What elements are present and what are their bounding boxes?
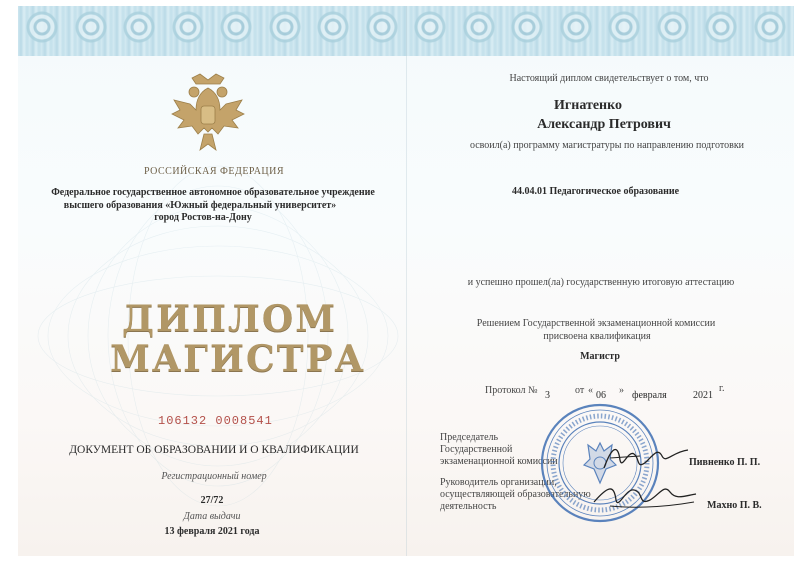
head-name: Махно П. В.	[707, 500, 762, 511]
passed-text: и успешно прошел(ла) государственную итоговую аттестацию	[467, 277, 735, 288]
chair-name: Пивненко П. П.	[689, 457, 761, 468]
qualification: Магистр	[580, 351, 620, 362]
year-suffix: г.	[719, 383, 725, 394]
diploma-title: ДИПЛОМ	[122, 298, 338, 340]
decision-line-1: Решением Государственной экзаменационной комиссии	[476, 318, 716, 329]
protocol-month: февраля	[632, 390, 667, 401]
serial-number: 106132 0008541	[158, 414, 273, 428]
head-title-line-3: деятельность	[440, 501, 497, 512]
document-type: ДОКУМЕНТ ОБ ОБРАЗОВАНИИ И О КВАЛИФИКАЦИИ	[69, 444, 359, 456]
program-name: 44.04.01 Педагогическое образование	[512, 186, 680, 197]
institution-line-1: Федеральное государственное автономное образовательное учреждение	[51, 187, 375, 198]
graduate-name: Александр Петрович	[537, 117, 671, 132]
institution-line-2: высшего образования «Южный федеральный университет»	[63, 200, 337, 211]
protocol-number: 3	[545, 390, 550, 401]
decision-line-2: присвоена квалификация	[543, 331, 651, 342]
head-title-line-1: Руководитель организации,	[440, 477, 557, 488]
protocol-label: Протокол №	[485, 385, 538, 396]
close-quote: »	[619, 385, 624, 396]
mastered-text: освоил(а) программу магистратуры по направлению подготовки	[469, 140, 745, 151]
issue-date: 13 февраля 2021 года	[164, 526, 260, 537]
head-title-line-2: осуществляющей образовательную	[440, 489, 591, 500]
chair-signature	[600, 440, 690, 476]
institution-line-3: город Ростов-на-Дону	[154, 212, 252, 223]
open-quote: «	[588, 385, 593, 396]
country-label: РОССИЙСКАЯ ФЕДЕРАЦИЯ	[143, 166, 285, 177]
protocol-day: 06	[596, 390, 606, 401]
graduate-surname: Игнатенко	[554, 98, 622, 113]
head-signature	[590, 478, 700, 514]
diploma-subtitle: МАГИСТРА	[110, 338, 366, 380]
issue-date-label: Дата выдачи	[183, 511, 241, 522]
registration-number: 27/72	[200, 495, 224, 506]
registration-label: Регистрационный номер	[161, 471, 267, 482]
chair-title-line-3: экзаменационной комиссии	[440, 456, 558, 467]
chair-title-line-1: Председатель	[440, 432, 499, 443]
protocol-from-label: от	[575, 385, 585, 396]
chair-title-line-2: Государственной	[440, 444, 513, 455]
double-headed-eagle-emblem	[170, 70, 246, 160]
protocol-year: 2021	[693, 390, 713, 401]
intro-text: Настоящий диплом свидетельствует о том, что	[509, 73, 709, 84]
